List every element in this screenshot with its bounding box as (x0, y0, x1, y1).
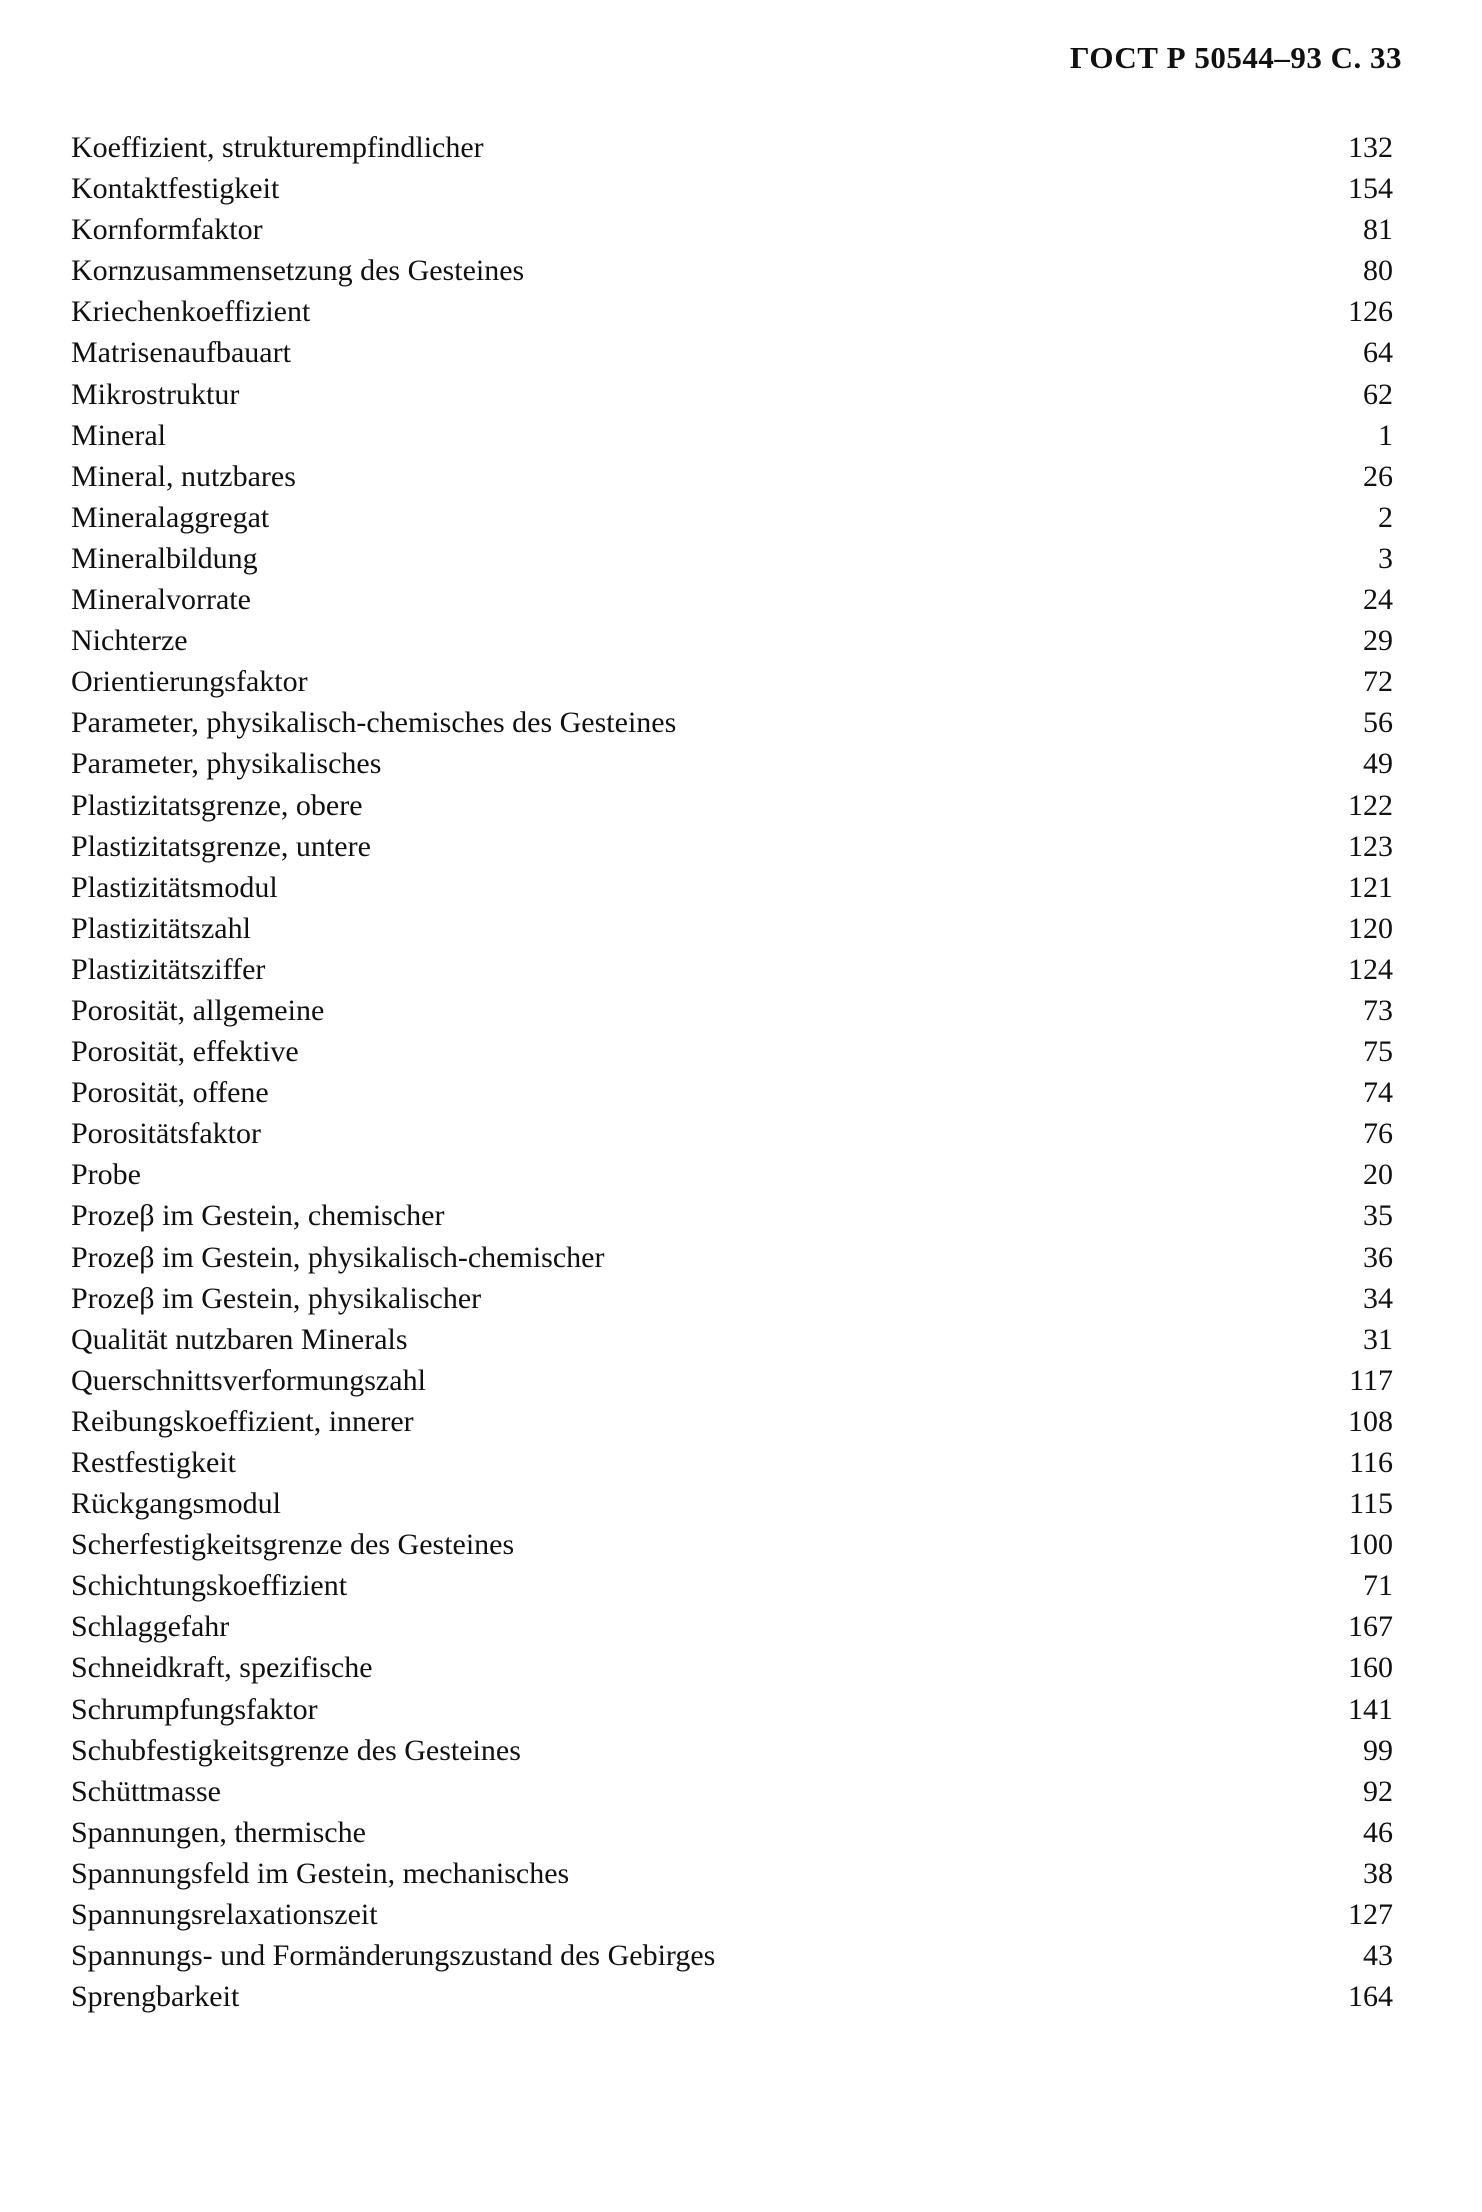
index-number: 160 (1348, 1651, 1393, 1685)
page-header: ГОСТ Р 50544–93 С. 33 (1069, 40, 1402, 75)
index-term: Schichtungskoeffizient (71, 1569, 348, 1603)
list-item (71, 579, 1393, 620)
index-number: 120 (1348, 911, 1393, 945)
index-number: 116 (1349, 1446, 1393, 1479)
index-number: 46 (1363, 1815, 1393, 1849)
index-term: Kontaktfestigkeit (71, 172, 280, 206)
list-item (71, 1894, 1393, 1935)
index-number: 1 (1378, 418, 1393, 452)
index-number: 74 (1363, 1076, 1393, 1110)
list-item (71, 702, 1393, 743)
list-item (71, 1730, 1393, 1771)
list-item (71, 250, 1393, 291)
index-term: Schneidkraft, spezifische (71, 1651, 373, 1685)
list-item (71, 620, 1393, 661)
list-item (71, 538, 1393, 579)
list-item (71, 1195, 1393, 1236)
list-item (71, 1072, 1393, 1113)
list-item (71, 1483, 1393, 1524)
index-term: Qualität nutzbaren Minerals (71, 1322, 408, 1356)
list-item (71, 1401, 1393, 1442)
index-term: Plastizitätsziffer (71, 952, 266, 986)
list-item (71, 332, 1393, 373)
list-item (71, 1771, 1393, 1812)
list-item (71, 1976, 1393, 2017)
index-term: Kornzusammensetzung des Gesteines (71, 254, 525, 288)
index-term: Matrisenaufbauart (71, 336, 291, 370)
index-term: Spannungen, thermische (71, 1815, 366, 1849)
index-number: 72 (1363, 665, 1393, 699)
index-term: Prozeβ im Gestein, physikalisch-chemischer (71, 1240, 605, 1274)
index-number: 29 (1363, 624, 1393, 658)
index-term: Mineralbildung (71, 541, 258, 575)
index-term: Restfestigkeit (71, 1446, 236, 1479)
index-term: Mineralaggregat (71, 500, 270, 534)
index-term: Koeffizient, strukturempfindlicher (71, 131, 484, 164)
index-term: Prozeβ im Gestein, physikalischer (71, 1281, 482, 1315)
index-number: 43 (1363, 1939, 1393, 1973)
list-item (71, 374, 1393, 415)
list-item (71, 661, 1393, 702)
index-term: Kriechenkoeffizient (71, 295, 311, 329)
index-term: Porositätsfaktor (71, 1117, 261, 1151)
list-item (71, 1319, 1393, 1360)
index-number: 80 (1363, 254, 1393, 288)
index-term: Mineral, nutzbares (71, 459, 296, 493)
index-term: Reibungskoeffizient, innerer (71, 1404, 414, 1438)
index-term: Mineralvorrate (71, 583, 251, 617)
index-number: 167 (1348, 1610, 1393, 1644)
list-item (71, 990, 1393, 1031)
index-number: 2 (1378, 500, 1393, 534)
list-item (71, 743, 1393, 784)
index-number: 154 (1348, 172, 1393, 206)
index-number: 124 (1348, 952, 1393, 986)
list-item (71, 1812, 1393, 1853)
index-number: 100 (1348, 1528, 1393, 1562)
index-term: Schubfestigkeitsgrenze des Gesteines (71, 1733, 521, 1767)
index-term: Nichterze (71, 624, 188, 658)
list-item (71, 949, 1393, 990)
index-list (71, 127, 1393, 2017)
index-term: Schrumpfungsfaktor (71, 1692, 318, 1726)
index-term: Sprengbarkeit (71, 1980, 240, 2014)
index-term: Plastizitatsgrenze, obere (71, 788, 363, 822)
index-number: 75 (1363, 1035, 1393, 1069)
index-term: Rückgangsmodul (71, 1487, 281, 1521)
index-term: Plastizitätszahl (71, 911, 251, 945)
index-term: Kornformfaktor (71, 213, 263, 247)
index-term: Parameter, physikalisches (71, 747, 382, 781)
list-item (71, 1237, 1393, 1278)
index-term: Orientierungsfaktor (71, 665, 308, 699)
index-term: Spannungsrelaxationszeit (71, 1898, 378, 1932)
index-number: 123 (1348, 829, 1393, 863)
list-item (71, 127, 1393, 168)
list-item (71, 1442, 1393, 1483)
list-item (71, 209, 1393, 250)
list-item (71, 1606, 1393, 1647)
index-number: 76 (1363, 1117, 1393, 1151)
index-term: Porosität, offene (71, 1076, 269, 1110)
index-term: Schlaggefahr (71, 1610, 230, 1644)
index-number: 126 (1348, 295, 1393, 329)
index-number: 127 (1348, 1898, 1393, 1932)
list-item (71, 1031, 1393, 1072)
index-number: 81 (1363, 213, 1393, 247)
index-term: Porosität, effektive (71, 1035, 299, 1069)
index-number: 108 (1348, 1404, 1393, 1438)
list-item (71, 1565, 1393, 1606)
index-number: 26 (1363, 459, 1393, 493)
index-term: Scherfestigkeitsgrenze des Gesteines (71, 1528, 515, 1562)
index-number: 24 (1363, 583, 1393, 617)
list-item (71, 1360, 1393, 1401)
list-item (71, 1524, 1393, 1565)
list-item (71, 291, 1393, 332)
list-item (71, 826, 1393, 867)
index-number: 73 (1363, 993, 1393, 1027)
index-number: 49 (1363, 747, 1393, 781)
list-item (71, 785, 1393, 826)
index-number: 31 (1363, 1322, 1393, 1356)
index-number: 164 (1348, 1980, 1393, 2014)
index-term: Prozeβ im Gestein, chemischer (71, 1199, 445, 1233)
index-number: 64 (1363, 336, 1393, 370)
index-number: 92 (1363, 1774, 1393, 1808)
index-term: Plastizitatsgrenze, untere (71, 829, 371, 863)
index-number: 62 (1363, 377, 1393, 411)
index-term: Parameter, physikalisch-chemisches des Gesteines (71, 706, 677, 740)
list-item (71, 1935, 1393, 1976)
index-term: Mikrostruktur (71, 377, 240, 411)
index-number: 20 (1363, 1158, 1393, 1192)
index-number: 121 (1348, 870, 1393, 904)
list-item (71, 1689, 1393, 1730)
index-number: 56 (1363, 706, 1393, 740)
index-number: 34 (1363, 1281, 1393, 1315)
index-number: 141 (1348, 1692, 1393, 1726)
list-item (71, 1647, 1393, 1688)
index-number: 38 (1363, 1856, 1393, 1890)
list-item (71, 867, 1393, 908)
list-item (71, 415, 1393, 456)
list-item (71, 456, 1393, 497)
index-term: Schüttmasse (71, 1774, 221, 1808)
index-number: 99 (1363, 1733, 1393, 1767)
index-term: Plastizitätsmodul (71, 870, 278, 904)
index-term: Querschnittsverformungszahl (71, 1363, 426, 1397)
list-item (71, 1853, 1393, 1894)
index-term: Spannungs- und Formänderungszustand des Gebirges (71, 1939, 716, 1973)
index-term: Mineral (71, 418, 166, 452)
index-number: 3 (1378, 541, 1393, 575)
index-term: Porosität, allgemeine (71, 993, 325, 1027)
index-term: Spannungsfeld im Gestein, mechanisches (71, 1856, 570, 1890)
index-number: 35 (1363, 1199, 1393, 1233)
list-item (71, 1113, 1393, 1154)
index-number: 115 (1349, 1487, 1393, 1521)
index-number: 132 (1348, 131, 1393, 164)
list-item (71, 908, 1393, 949)
list-item (71, 168, 1393, 209)
list-item (71, 497, 1393, 538)
index-number: 71 (1363, 1569, 1393, 1603)
list-item (71, 1154, 1393, 1195)
index-number: 122 (1348, 788, 1393, 822)
index-number: 117 (1349, 1363, 1393, 1397)
index-number: 36 (1363, 1240, 1393, 1274)
list-item (71, 1278, 1393, 1319)
index-term: Probe (71, 1158, 141, 1192)
